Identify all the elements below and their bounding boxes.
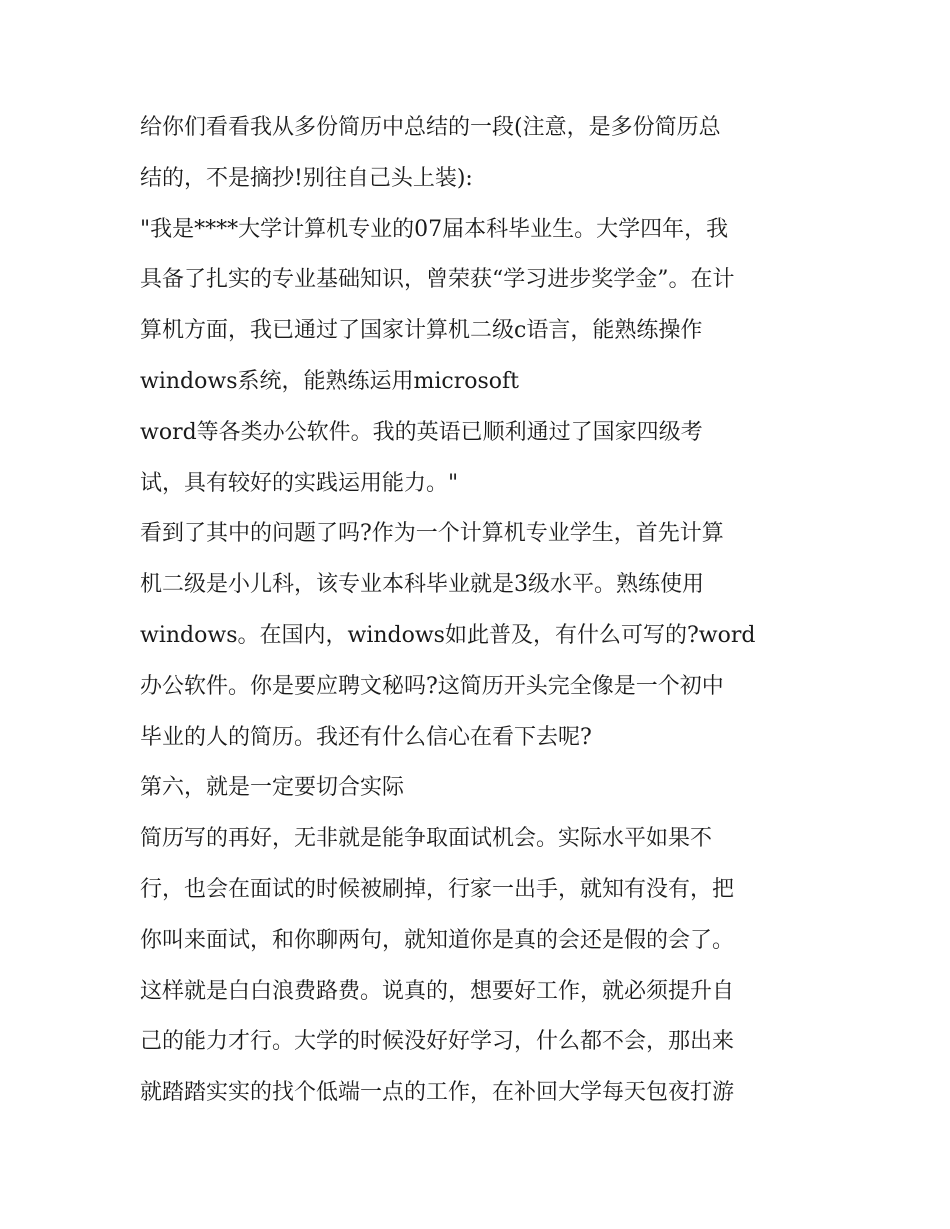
section-heading: 第六，就是一定要切合实际 — [140, 775, 405, 801]
text-line: 你叫来面试，和你聊两句，就知道你是真的会还是假的会了。 — [140, 927, 735, 953]
text-line: 具备了扎实的专业基础知识，曾荣获“学习进步奖学金”。在计 — [140, 267, 735, 293]
text-line: windows系统，能熟练运用microsoft — [140, 368, 519, 394]
document-body — [140, 103, 830, 1119]
text-line: 算机方面，我已通过了国家计算机二级c语言，能熟练操作 — [140, 318, 703, 344]
text-line: 试，具有较好的实践运用能力。" — [140, 470, 459, 496]
text-line: 给你们看看我从多份简历中总结的一段(注意，是多份简历总 — [140, 115, 721, 140]
text-line: 看到了其中的问题了吗?作为一个计算机专业学生，首先计算 — [140, 521, 724, 547]
text-line: 己的能力才行。大学的时候没好好学习，什么都不会，那出来 — [140, 1029, 735, 1055]
text-line: 机二级是小儿科，该专业本科毕业就是3级水平。熟练使用 — [140, 572, 704, 598]
text-line: 毕业的人的简历。我还有什么信心在看下去呢? — [140, 724, 592, 750]
text-line: 结的，不是摘抄!别往自己头上装): — [140, 165, 473, 191]
text-line: 行，也会在面试的时候被刷掉，行家一出手，就知有没有，把 — [140, 876, 735, 902]
text-line: 简历写的再好，无非就是能争取面试机会。实际水平如果不 — [140, 826, 713, 852]
text-line: windows。在国内，windows如此普及，有什么可写的?word — [140, 622, 756, 648]
text-line: 就踏踏实实的找个低端一点的工作，在补回大学每天包夜打游 — [140, 1080, 735, 1106]
text-line: 这样就是白白浪费路费。说真的，想要好工作，就必须提升自 — [140, 978, 735, 1004]
text-line: "我是****大学计算机专业的07届本科毕业生。大学四年，我 — [140, 216, 729, 242]
text-line: 办公软件。你是要应聘文秘吗?这简历开头完全像是一个初中 — [140, 673, 724, 699]
text-line: word等各类办公软件。我的英语已顺利通过了国家四级考 — [140, 419, 703, 445]
